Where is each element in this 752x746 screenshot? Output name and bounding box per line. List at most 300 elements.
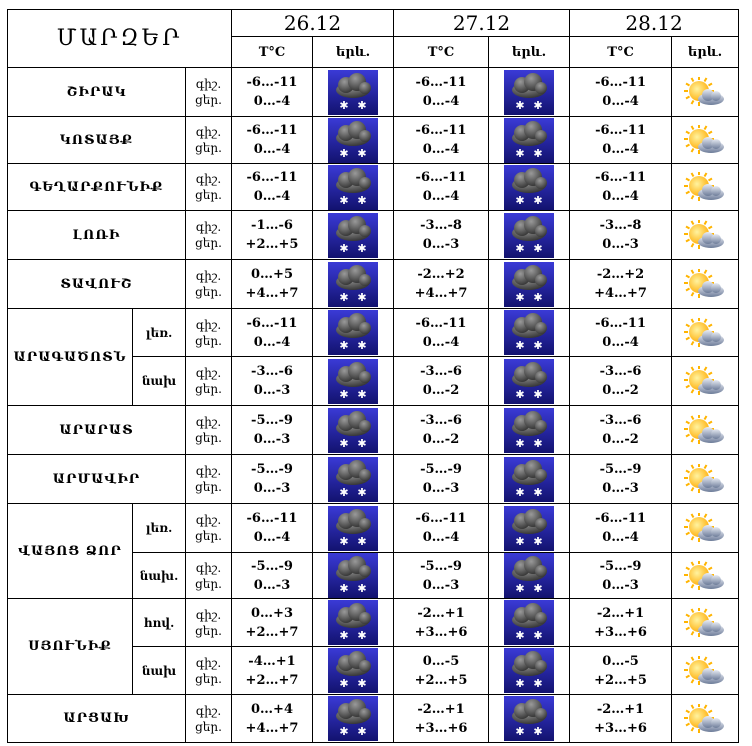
weather-icon-cell (672, 164, 739, 211)
snow-cloud-icon (328, 310, 378, 355)
weather-icon-cell (313, 695, 394, 743)
period-labels (186, 647, 232, 695)
snow-cloud-icon (504, 648, 554, 693)
day-temp: 0…-4 (422, 94, 460, 109)
night-temp: -3…-6 (251, 364, 293, 379)
day-label: ցեր. (195, 719, 222, 734)
day-temp: +2…+7 (245, 624, 299, 640)
period-labels (186, 599, 232, 647)
sun-cloud-icon (684, 125, 726, 155)
region-name: ԱՐՄԱՎԻՐ (8, 455, 186, 504)
day-label: ցեր. (195, 382, 222, 396)
weather-icon-cell (672, 68, 739, 117)
svg-text:✱: ✱ (339, 677, 349, 690)
svg-text:✱: ✱ (357, 436, 367, 450)
svg-text:✱: ✱ (533, 436, 543, 450)
night-temp: -6…-11 (246, 123, 298, 138)
night-temp: 0…+3 (251, 605, 293, 621)
region-name: ՏԱՎՈՒՇ (8, 260, 186, 309)
temperature-cell (232, 599, 313, 647)
temp-column-header: T°C (232, 37, 313, 68)
svg-text:✱: ✱ (357, 241, 367, 255)
temperature-cell (394, 455, 489, 504)
snow-cloud-icon (504, 408, 554, 453)
svg-text:✱: ✱ (357, 534, 367, 548)
night-label: գիշ. (195, 172, 222, 186)
day-temp: 0…-3 (253, 577, 291, 593)
night-label: գիշ. (195, 607, 222, 622)
svg-text:✱: ✱ (339, 290, 349, 304)
weather-icon-cell (313, 357, 394, 406)
day-label: ցեր. (195, 93, 222, 107)
temperature-cell (232, 504, 313, 553)
period-labels (186, 117, 232, 164)
temperature-cell (570, 68, 672, 117)
night-temp: -6…-11 (595, 123, 646, 138)
svg-text:✱: ✱ (357, 193, 367, 207)
svg-text:✱: ✱ (339, 146, 349, 160)
temperature-cell (394, 406, 489, 455)
day-temp: 0…-3 (602, 237, 639, 252)
temperature-cell (394, 117, 489, 164)
night-temp: -1…-6 (251, 218, 293, 233)
svg-text:✱: ✱ (357, 146, 367, 160)
weather-icon-cell (313, 455, 394, 504)
night-label: գիշ. (195, 513, 222, 527)
weather-icon-cell (489, 599, 570, 647)
temperature-cell (232, 406, 313, 455)
region-name: ԿՈՏԱՅՔ (8, 117, 186, 164)
svg-text:✱: ✱ (339, 582, 349, 595)
day-temp: 0…-2 (422, 383, 460, 398)
weather-icon-cell (313, 599, 394, 647)
sun-cloud-icon (684, 366, 726, 396)
svg-text:✱: ✱ (515, 582, 525, 595)
svg-text:✱: ✱ (357, 290, 367, 304)
weather-icon-cell (489, 406, 570, 455)
period-labels (186, 504, 232, 553)
svg-text:✱: ✱ (533, 387, 543, 401)
temperature-cell (394, 553, 489, 599)
weather-icon-cell (489, 211, 570, 260)
day-temp: 0…-4 (253, 334, 291, 350)
night-temp: -5…-9 (420, 462, 462, 477)
weather-icon-cell (313, 647, 394, 695)
night-label: գիշ. (195, 366, 222, 380)
temperature-cell (394, 695, 489, 743)
snow-cloud-icon (328, 262, 378, 307)
region-name: ԱՐՑԱԽ (8, 695, 186, 743)
svg-text:✱: ✱ (339, 534, 349, 548)
night-temp: -3…-8 (420, 218, 462, 233)
weather-icon-cell (672, 599, 739, 647)
weather-column-header: երև. (313, 37, 394, 68)
night-label: գիշ. (195, 77, 222, 91)
svg-text:✱: ✱ (357, 387, 367, 401)
day-temp: 0…-4 (253, 142, 291, 157)
temperature-cell (394, 309, 489, 357)
day-temp: 0…-3 (422, 237, 460, 252)
temperature-cell (232, 164, 313, 211)
svg-text:✱: ✱ (357, 582, 367, 595)
temperature-cell (394, 357, 489, 406)
day-label: ցեր. (195, 623, 222, 638)
svg-text:✱: ✱ (515, 290, 525, 304)
snow-cloud-icon (328, 70, 378, 115)
table-row (8, 504, 739, 553)
night-temp: -6…-11 (415, 315, 467, 331)
night-temp: -6…-11 (595, 170, 646, 185)
temperature-cell (394, 211, 489, 260)
day-label: ցեր. (195, 236, 222, 250)
period-labels (186, 406, 232, 455)
forecast-table (7, 9, 739, 743)
weather-icon-cell (313, 260, 394, 309)
temperature-cell (394, 599, 489, 647)
weather-icon-cell (672, 260, 739, 309)
day-temp: 0…-4 (602, 334, 639, 350)
night-temp: 0…-5 (422, 653, 460, 669)
night-temp: -6…-11 (415, 75, 467, 90)
svg-text:✱: ✱ (515, 193, 525, 207)
region-name: ՇԻՐԱԿ (8, 68, 186, 117)
day-temp: +3…+6 (594, 720, 647, 736)
date-header: 27.12 (394, 10, 570, 37)
sun-cloud-icon (684, 220, 726, 250)
night-temp: 0…+4 (251, 701, 293, 717)
temperature-cell (232, 211, 313, 260)
weather-icon-cell (313, 553, 394, 599)
day-label: ցեր. (195, 141, 222, 155)
day-temp: 0…-3 (253, 383, 291, 398)
table-row (8, 211, 739, 260)
night-temp: -6…-11 (415, 170, 467, 185)
snow-cloud-icon (504, 506, 554, 551)
sun-cloud-icon (684, 415, 726, 445)
date-header: 28.12 (570, 10, 739, 37)
temperature-cell (570, 260, 672, 309)
night-temp: -5…-9 (599, 558, 642, 574)
day-temp: 0…-4 (253, 189, 291, 204)
sun-cloud-icon (684, 172, 726, 202)
weather-icon-cell (672, 406, 739, 455)
weather-icon-cell (313, 164, 394, 211)
snow-cloud-icon (328, 506, 378, 551)
day-temp: 0…-3 (422, 577, 460, 593)
sun-cloud-icon (684, 269, 726, 299)
snow-cloud-icon (328, 600, 378, 645)
weather-icon-cell (313, 406, 394, 455)
day-label: ցեր. (195, 431, 222, 445)
period-labels (186, 695, 232, 743)
region-name: ԼՈՌԻ (8, 211, 186, 260)
snow-cloud-icon (328, 696, 378, 741)
region-name: ԳԵՂԱՐՔՈՒՆԻՔ (8, 164, 186, 211)
snow-cloud-icon (504, 696, 554, 741)
sun-cloud-icon (684, 464, 726, 494)
svg-text:✱: ✱ (515, 436, 525, 450)
temperature-cell (232, 260, 313, 309)
temperature-cell (232, 357, 313, 406)
night-temp: -6…-11 (595, 315, 646, 331)
day-temp: 0…-4 (602, 530, 639, 545)
svg-text:✱: ✱ (339, 193, 349, 207)
day-temp: 0…-4 (422, 334, 460, 350)
subregion-label: հով. (133, 599, 186, 647)
temperature-cell (394, 68, 489, 117)
weather-icon-cell (672, 117, 739, 164)
temperature-cell (570, 504, 672, 553)
night-label: գիշ. (195, 317, 222, 332)
day-temp: +2…+5 (245, 237, 299, 252)
weather-icon-cell (672, 504, 739, 553)
snow-cloud-icon (504, 262, 554, 307)
snow-cloud-icon (328, 118, 378, 163)
day-temp: 0…-3 (253, 481, 291, 496)
night-temp: -6…-11 (415, 123, 467, 138)
weather-icon-cell (672, 695, 739, 743)
night-label: գիշ. (195, 703, 222, 718)
night-temp: 0…+5 (251, 267, 293, 282)
svg-text:✱: ✱ (339, 98, 349, 112)
page-title: ՄԱՐԶԵՐ (8, 10, 232, 68)
night-temp: -2…+1 (596, 605, 645, 621)
temp-column-header: T°C (570, 37, 672, 68)
subregion-label: լեռ. (133, 309, 186, 357)
night-temp: -6…-11 (595, 511, 646, 526)
weather-icon-cell (489, 553, 570, 599)
day-temp: +2…+7 (245, 672, 299, 688)
night-temp: -6…-11 (246, 511, 298, 526)
temperature-cell (570, 309, 672, 357)
snow-cloud-icon (504, 165, 554, 210)
day-temp: +4…+7 (414, 286, 468, 301)
night-temp: -5…-9 (420, 558, 462, 574)
weather-icon-cell (313, 309, 394, 357)
night-temp: -5…-9 (599, 462, 642, 477)
period-labels (186, 553, 232, 599)
snow-cloud-icon (504, 457, 554, 502)
weather-icon-cell (313, 68, 394, 117)
day-temp: 0…-3 (422, 481, 460, 496)
svg-text:✱: ✱ (515, 534, 525, 548)
svg-text:✱: ✱ (533, 485, 543, 499)
svg-text:✱: ✱ (533, 534, 543, 548)
svg-text:✱: ✱ (533, 629, 543, 642)
svg-text:✱: ✱ (357, 629, 367, 642)
day-temp: 0…-3 (253, 432, 291, 447)
svg-text:✱: ✱ (533, 290, 543, 304)
temperature-cell (570, 695, 672, 743)
table-row (8, 117, 739, 164)
day-temp: +3…+6 (414, 624, 468, 640)
night-temp: -3…-6 (599, 364, 642, 379)
weather-icon-cell (672, 357, 739, 406)
day-temp: 0…-4 (422, 530, 460, 545)
svg-text:✱: ✱ (339, 485, 349, 499)
temperature-cell (394, 260, 489, 309)
night-label: գիշ. (195, 125, 222, 139)
day-temp: 0…-4 (422, 189, 460, 204)
snow-cloud-icon (504, 553, 554, 598)
svg-text:✱: ✱ (339, 387, 349, 401)
weather-icon-cell (672, 553, 739, 599)
night-temp: -4…+1 (248, 653, 296, 669)
night-label: գիշ. (195, 560, 222, 575)
night-temp: -2…+1 (596, 701, 645, 717)
period-labels (186, 211, 232, 260)
night-label: գիշ. (195, 220, 222, 234)
svg-text:✱: ✱ (339, 241, 349, 255)
night-temp: -2…+1 (417, 701, 465, 717)
snow-cloud-icon (328, 648, 378, 693)
weather-icon-cell (489, 455, 570, 504)
svg-text:✱: ✱ (515, 629, 525, 642)
day-label: ցեր. (195, 188, 222, 202)
temperature-cell (570, 553, 672, 599)
temperature-cell (570, 357, 672, 406)
day-temp: +3…+6 (414, 720, 468, 736)
period-labels (186, 309, 232, 357)
day-temp: +4…+7 (245, 720, 299, 736)
weather-icon-cell (489, 309, 570, 357)
svg-text:✱: ✱ (533, 193, 543, 207)
svg-text:✱: ✱ (533, 725, 543, 738)
night-temp: -6…-11 (246, 170, 298, 185)
snow-cloud-icon (504, 359, 554, 404)
weather-icon-cell (489, 357, 570, 406)
night-temp: 0…-5 (602, 653, 639, 669)
svg-text:✱: ✱ (533, 241, 543, 255)
night-temp: -5…-9 (251, 558, 293, 574)
day-temp: 0…-4 (602, 94, 639, 109)
day-label: ցեր. (195, 576, 222, 591)
region-name: ԱՐԱՐԱՏ (8, 406, 186, 455)
svg-text:✱: ✱ (515, 98, 525, 112)
svg-text:✱: ✱ (533, 146, 543, 160)
night-temp: -2…+1 (417, 605, 465, 621)
day-label: ցեր. (195, 671, 222, 686)
weather-icon-cell (313, 211, 394, 260)
table-row (8, 309, 739, 357)
night-label: գիշ. (195, 655, 222, 670)
day-temp: +3…+6 (594, 624, 647, 640)
night-temp: -2…+2 (417, 267, 465, 282)
temperature-cell (570, 455, 672, 504)
weather-icon-cell (489, 504, 570, 553)
temperature-cell (232, 309, 313, 357)
weather-icon-cell (489, 164, 570, 211)
table-row (8, 68, 739, 117)
weather-icon-cell (672, 647, 739, 695)
region-name: ԱՐԱԳԱԾՈՏՆ (8, 309, 133, 406)
table-row (8, 599, 739, 647)
sun-cloud-icon (684, 513, 726, 543)
subregion-label: լեռ. (133, 504, 186, 553)
day-temp: +4…+7 (245, 286, 299, 301)
svg-text:✱: ✱ (515, 725, 525, 738)
night-label: գիշ. (195, 464, 222, 478)
weather-icon-cell (313, 117, 394, 164)
svg-text:✱: ✱ (515, 241, 525, 255)
svg-text:✱: ✱ (515, 339, 525, 352)
night-temp: -3…-6 (420, 364, 462, 379)
period-labels (186, 68, 232, 117)
temperature-cell (232, 695, 313, 743)
day-label: ցեր. (195, 480, 222, 494)
svg-text:✱: ✱ (515, 387, 525, 401)
weather-icon-cell (489, 260, 570, 309)
subregion-label: նախ (133, 357, 186, 406)
snow-cloud-icon (504, 600, 554, 645)
temperature-cell (570, 406, 672, 455)
snow-cloud-icon (328, 165, 378, 210)
svg-text:✱: ✱ (515, 146, 525, 160)
night-temp: -5…-9 (251, 413, 293, 428)
svg-text:✱: ✱ (533, 582, 543, 595)
temperature-cell (232, 553, 313, 599)
temperature-cell (570, 211, 672, 260)
weather-icon-cell (489, 68, 570, 117)
snow-cloud-icon (504, 70, 554, 115)
weather-icon-cell (672, 455, 739, 504)
temperature-cell (394, 504, 489, 553)
sun-cloud-icon (684, 608, 726, 638)
table-row (8, 406, 739, 455)
weather-column-header: երև. (489, 37, 570, 68)
period-labels (186, 357, 232, 406)
night-temp: -6…-11 (246, 315, 298, 331)
weather-column-header: երև. (672, 37, 739, 68)
svg-text:✱: ✱ (357, 339, 367, 352)
day-temp: 0…-2 (422, 432, 460, 447)
weather-icon-cell (489, 117, 570, 164)
svg-text:✱: ✱ (533, 339, 543, 352)
day-temp: +2…+5 (414, 672, 468, 688)
day-label: ցեր. (195, 529, 222, 543)
night-label: գիշ. (195, 269, 222, 283)
temperature-cell (232, 455, 313, 504)
day-label: ցեր. (195, 285, 222, 299)
svg-text:✱: ✱ (339, 339, 349, 352)
night-temp: -3…-6 (599, 413, 642, 428)
weather-icon-cell (313, 504, 394, 553)
table-row (8, 455, 739, 504)
day-temp: 0…-2 (602, 432, 639, 447)
temperature-cell (232, 647, 313, 695)
region-name: ՍՅՈՒՆԻՔ (8, 599, 133, 695)
sun-cloud-icon (684, 318, 726, 348)
region-name: ՎԱՅՈՑ ՁՈՐ (8, 504, 133, 599)
svg-text:✱: ✱ (339, 629, 349, 642)
weather-icon-cell (489, 647, 570, 695)
temperature-cell (570, 599, 672, 647)
temp-column-header: T°C (394, 37, 489, 68)
period-labels (186, 455, 232, 504)
night-label: գիշ. (195, 415, 222, 429)
period-labels (186, 260, 232, 309)
svg-text:✱: ✱ (339, 436, 349, 450)
day-temp: 0…-3 (602, 577, 639, 593)
svg-text:✱: ✱ (357, 677, 367, 690)
night-temp: -6…-11 (595, 75, 646, 90)
night-temp: -3…-6 (420, 413, 462, 428)
temperature-cell (570, 164, 672, 211)
temperature-cell (232, 68, 313, 117)
temperature-cell (394, 647, 489, 695)
table-row (8, 695, 739, 743)
snow-cloud-icon (504, 310, 554, 355)
